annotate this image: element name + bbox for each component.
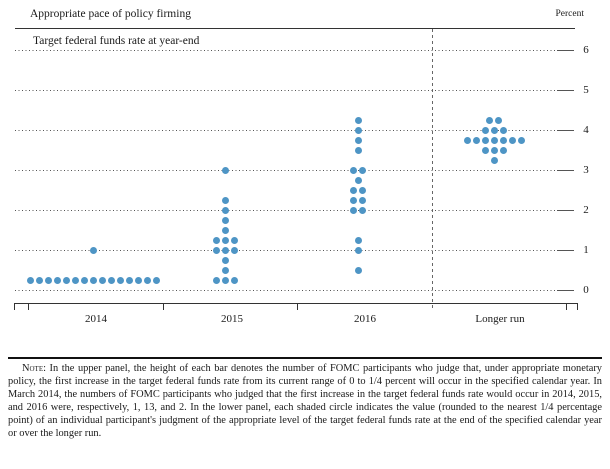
gridline-end-dash — [557, 250, 574, 251]
participant-dot — [45, 277, 52, 284]
participant-dot — [81, 277, 88, 284]
participant-dot — [222, 267, 229, 274]
gridline-end-dash — [557, 170, 574, 171]
chart-subtitle: Target federal funds rate at year-end — [33, 35, 200, 47]
y-axis-tick-label: 0 — [583, 284, 589, 296]
participant-dot — [355, 117, 362, 124]
participant-dot — [518, 137, 525, 144]
participant-dot — [213, 277, 220, 284]
gridline-dotted — [15, 290, 556, 291]
y-axis-tick-label: 2 — [583, 203, 589, 216]
participant-dot — [359, 187, 366, 194]
participant-dot — [90, 247, 97, 254]
x-axis-line — [14, 303, 577, 304]
note-label: Note: — [22, 363, 46, 374]
participant-dot — [486, 117, 493, 124]
gridline-end-dash — [557, 50, 574, 51]
y-axis-unit-label: Percent — [555, 9, 584, 19]
x-axis-tick — [163, 303, 164, 310]
gridline-dotted — [15, 130, 556, 131]
participant-dot — [222, 257, 229, 264]
participant-dot — [99, 277, 106, 284]
gridline-end-dash — [557, 130, 574, 131]
participant-dot — [355, 177, 362, 184]
x-axis-category-label: 2015 — [221, 313, 243, 325]
x-axis-tick — [14, 303, 15, 310]
participant-dot — [355, 267, 362, 274]
participant-dot — [491, 127, 498, 134]
participant-dot — [359, 197, 366, 204]
participant-dot — [355, 137, 362, 144]
participant-dot — [222, 247, 229, 254]
participant-dot — [108, 277, 115, 284]
participant-dot — [231, 277, 238, 284]
participant-dot — [350, 197, 357, 204]
participant-dot — [36, 277, 43, 284]
participant-dot — [350, 167, 357, 174]
y-axis-tick-label: 4 — [583, 123, 589, 136]
figure-note — [8, 362, 602, 440]
y-axis-tick-label: 1 — [583, 243, 589, 256]
x-axis-category-label: 2014 — [85, 313, 107, 325]
gridline-dotted — [15, 90, 556, 91]
participant-dot — [500, 137, 507, 144]
participant-dot — [355, 147, 362, 154]
chart-title: Appropriate pace of policy firming — [30, 8, 191, 20]
participant-dot — [500, 127, 507, 134]
participant-dot — [135, 277, 142, 284]
participant-dot — [72, 277, 79, 284]
participant-dot — [222, 167, 229, 174]
participant-dot — [63, 277, 70, 284]
y-axis-tick-label: 5 — [583, 83, 589, 96]
x-axis-tick — [28, 303, 29, 310]
participant-dot — [359, 207, 366, 214]
participant-dot — [222, 237, 229, 244]
participant-dot — [27, 277, 34, 284]
note-text: In the upper panel, the height of each bar denotes the number of FOMC participants who judge that, under appropriate monetary policy, the first increase in the target federal funds rate from its current range of 0 to 1/4 percent will occur in the specified calendar year. In March 2014, the numbers of FOMC participants who judged that the first increase in the target federal funds rate would occur in 2014, 2015, and 2016 were, respectively, 1, 13, and 2. In the lower panel, each shaded circle indicates the value (rounded to the nearest 1/4 percentage point) of an individual participant's judgment of the appropriate level of the target federal funds rate at the end of the specified calendar year or over the longer run. — [8, 363, 602, 439]
x-axis-tick — [566, 303, 567, 310]
x-axis-tick — [577, 303, 578, 310]
gridline-dotted — [15, 50, 556, 51]
y-axis-tick-label: 6 — [583, 43, 589, 56]
participant-dot — [117, 277, 124, 284]
gridline-end-dash — [557, 290, 574, 291]
participant-dot — [491, 147, 498, 154]
participant-dot — [350, 207, 357, 214]
participant-dot — [153, 277, 160, 284]
participant-dot — [90, 277, 97, 284]
participant-dot — [491, 157, 498, 164]
participant-dot — [350, 187, 357, 194]
participant-dot — [231, 237, 238, 244]
participant-dot — [231, 247, 238, 254]
note-divider-line — [8, 357, 602, 359]
y-axis-tick-label: 3 — [583, 163, 589, 176]
gridline-end-dash — [557, 90, 574, 91]
participant-dot — [144, 277, 151, 284]
participant-dot — [500, 147, 507, 154]
gridline-end-dash — [557, 210, 574, 211]
participant-dot — [355, 247, 362, 254]
gridline-dotted — [15, 170, 556, 171]
participant-dot — [359, 167, 366, 174]
participant-dot — [491, 137, 498, 144]
participant-dot — [222, 197, 229, 204]
participant-dot — [213, 237, 220, 244]
participant-dot — [213, 247, 220, 254]
participant-dot — [482, 127, 489, 134]
participant-dot — [509, 137, 516, 144]
x-axis-category-label: 2016 — [354, 313, 376, 325]
participant-dot — [222, 207, 229, 214]
x-axis-tick — [297, 303, 298, 310]
participant-dot — [222, 217, 229, 224]
participant-dot — [495, 117, 502, 124]
x-axis-category-label: Longer run — [475, 313, 525, 325]
participant-dot — [126, 277, 133, 284]
participant-dot — [222, 227, 229, 234]
participant-dot — [482, 137, 489, 144]
participant-dot — [355, 237, 362, 244]
participant-dot — [464, 137, 471, 144]
participant-dot — [222, 277, 229, 284]
participant-dot — [482, 147, 489, 154]
gridline-dotted — [15, 210, 556, 211]
participant-dot — [355, 127, 362, 134]
participant-dot — [54, 277, 61, 284]
participant-dot — [473, 137, 480, 144]
